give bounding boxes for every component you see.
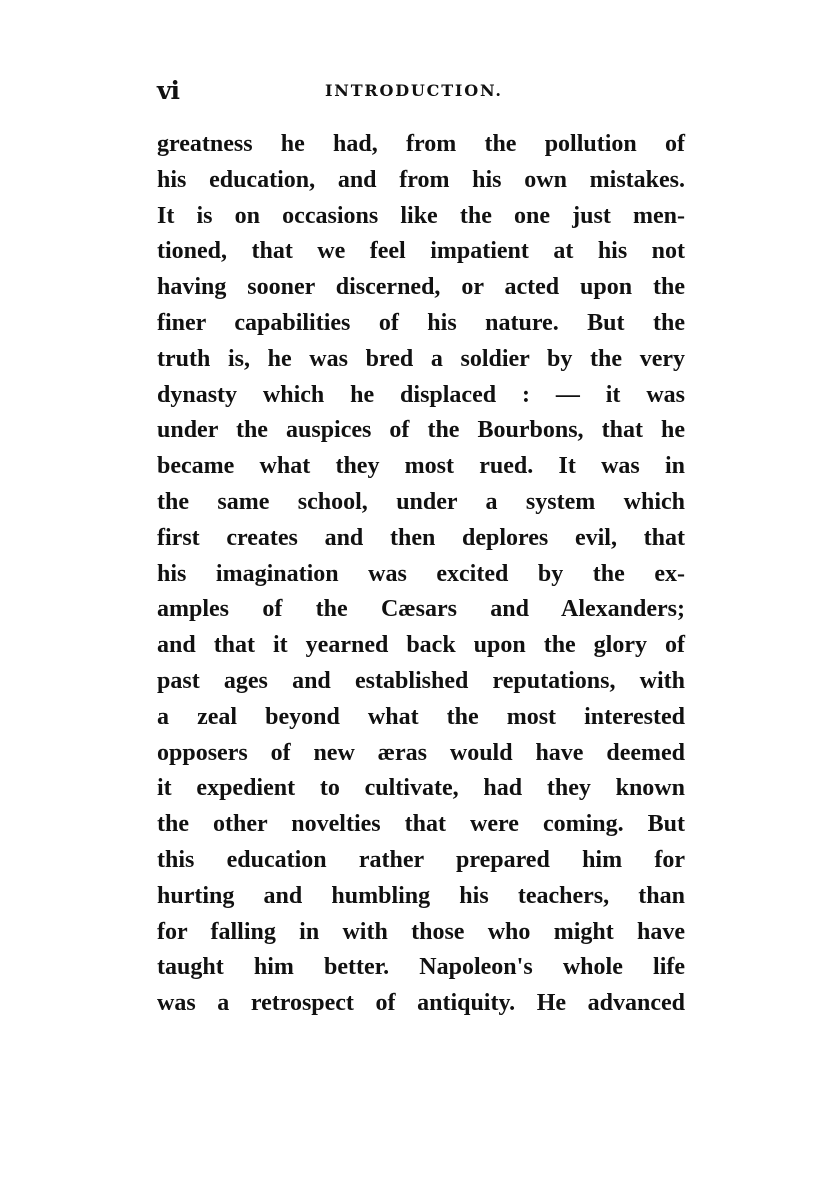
- text-line: past ages and established reputations, with: [157, 667, 685, 694]
- page-number: vi: [157, 76, 180, 105]
- text-line: the same school, under a system which: [157, 488, 685, 515]
- text-line: first creates and then deplores evil, that: [157, 524, 685, 551]
- text-line: his imagination was excited by the ex-: [157, 560, 685, 587]
- body-text: [157, 127, 685, 1022]
- text-line: hurting and humbling his teachers, than: [157, 882, 685, 909]
- text-line: taught him better. Napoleon's whole life: [157, 954, 685, 981]
- text-line: a zeal beyond what the most interested: [157, 703, 685, 730]
- text-line: the other novelties that were coming. But: [157, 811, 685, 838]
- text-line: was a retrospect of antiquity. He advanced: [157, 990, 685, 1017]
- text-line: It is on occasions like the one just men-: [157, 202, 685, 229]
- page-header: [157, 76, 685, 106]
- text-line: tioned, that we feel impatient at his not: [157, 238, 685, 265]
- text-line: his education, and from his own mistakes.: [157, 166, 685, 193]
- text-line: for falling in with those who might have: [157, 918, 685, 945]
- text-line: greatness he had, from the pollution of: [157, 131, 685, 157]
- text-line: having sooner discerned, or acted upon the: [157, 274, 685, 301]
- text-line: amples of the Cæsars and Alexanders;: [157, 596, 685, 623]
- text-line: truth is, he was bred a soldier by the very: [157, 345, 685, 372]
- running-head: INTRODUCTION.: [325, 81, 503, 100]
- text-line: under the auspices of the Bourbons, that he: [157, 417, 685, 444]
- text-line: it expedient to cultivate, had they known: [157, 775, 685, 802]
- text-line: this education rather prepared him for: [157, 846, 685, 873]
- text-line: dynasty which he displaced : — it was: [157, 381, 685, 408]
- text-line: opposers of new æras would have deemed: [157, 739, 685, 766]
- text-line: finer capabilities of his nature. But the: [157, 309, 685, 336]
- text-line: became what they most rued. It was in: [157, 453, 685, 480]
- text-line: and that it yearned back upon the glory of: [157, 632, 685, 659]
